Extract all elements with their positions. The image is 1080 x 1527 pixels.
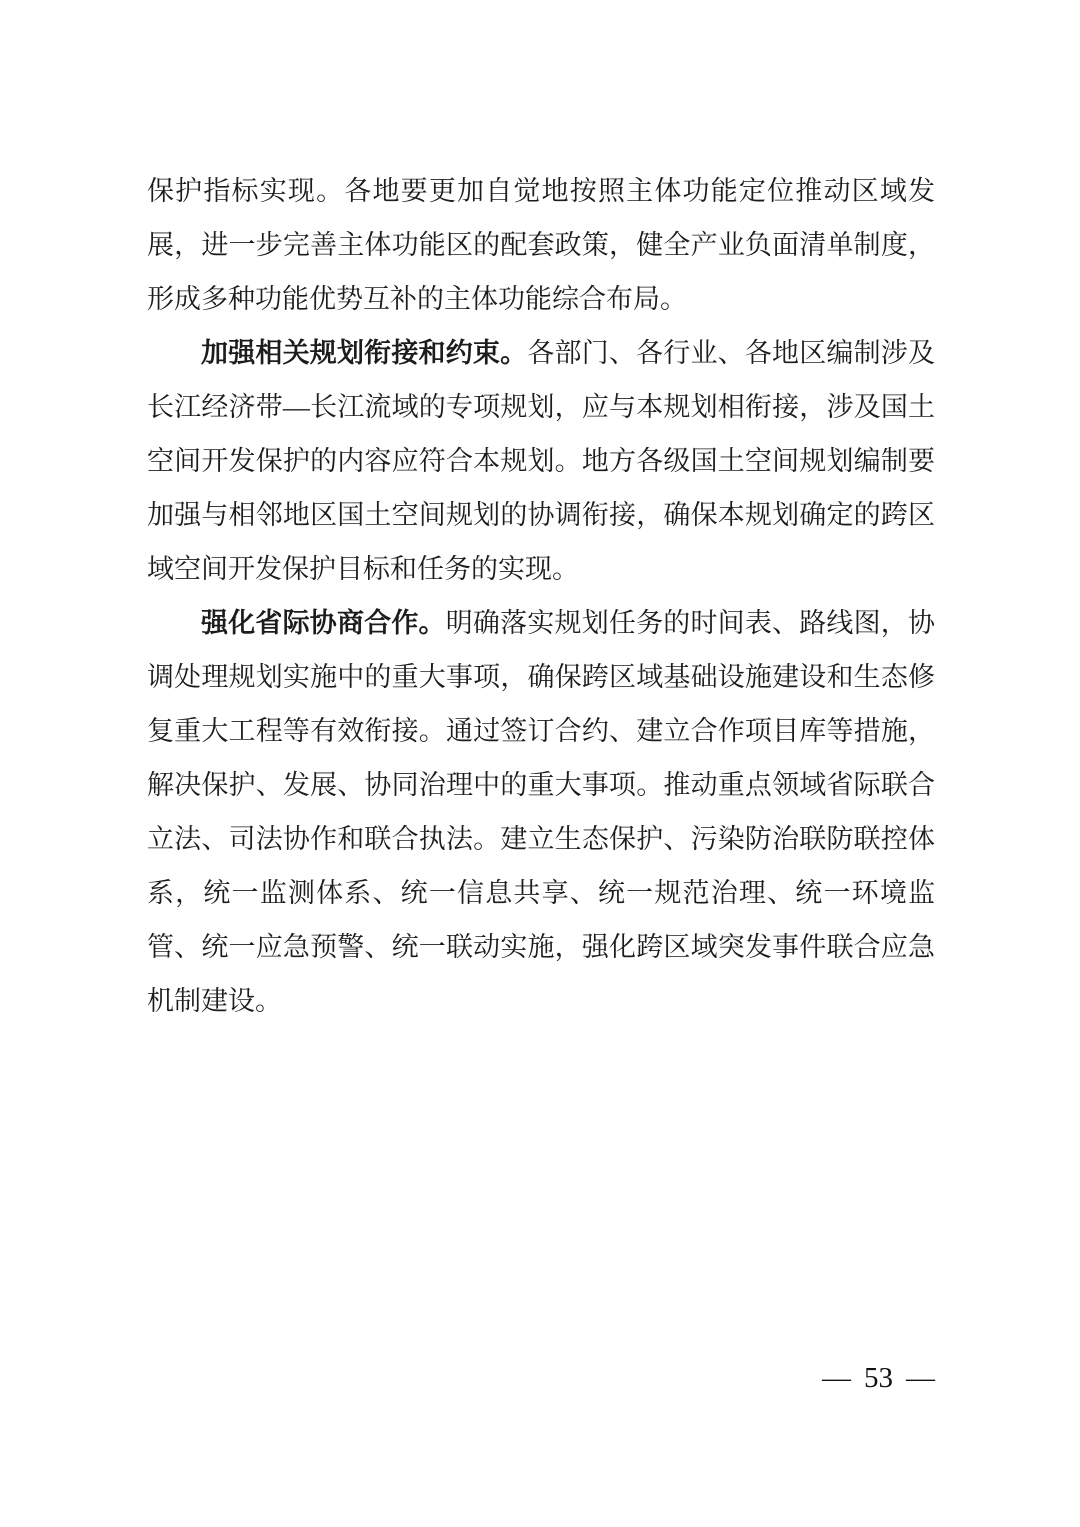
paragraph-3 bbox=[147, 596, 935, 1028]
paragraph-1-text: 保护指标实现。各地要更加自觉地按照主体功能定位推动区域发展，进一步完善主体功能区的配套政策，健全产业负面清单制度，形成多种功能优势互补的主体功能综合布局。 bbox=[147, 176, 935, 314]
paragraph-3-lead: 强化省际协商合作。 bbox=[201, 608, 446, 638]
page-number: 53 bbox=[864, 1362, 893, 1394]
paragraph-1 bbox=[147, 164, 935, 326]
paragraph-2-lead: 加强相关规划衔接和约束。 bbox=[201, 338, 528, 368]
page-footer bbox=[822, 1360, 935, 1396]
paragraph-3-text: 明确落实规划任务的时间表、路线图，协调处理规划实施中的重大事项，确保跨区域基础设施建设和生态修复重大工程等有效衔接。通过签订合约、建立合作项目库等措施，解决保护、发展、协同治理中的重大事项。推动重点领域省际联合立法、司法协作和联合执法。建立生态保护、污染防治联防联控体系，统一监测体系、统一信息共享、统一规范治理、统一环境监管、统一应急预警、统一联动实施，强化跨区域突发事件联合应急机制建设。 bbox=[147, 608, 936, 1016]
paragraph-2 bbox=[147, 326, 935, 596]
document-body bbox=[147, 164, 935, 1028]
footer-left-dash: — bbox=[822, 1362, 851, 1394]
paragraph-2-text: 各部门、各行业、各地区编制涉及长江经济带—长江流域的专项规划，应与本规划相衔接，涉及国土空间开发保护的内容应符合本规划。地方各级国土空间规划编制要加强与相邻地区国土空间规划的协调衔接，确保本规划确定的跨区域空间开发保护目标和任务的实现。 bbox=[147, 338, 936, 584]
footer-right-dash: — bbox=[906, 1362, 935, 1394]
